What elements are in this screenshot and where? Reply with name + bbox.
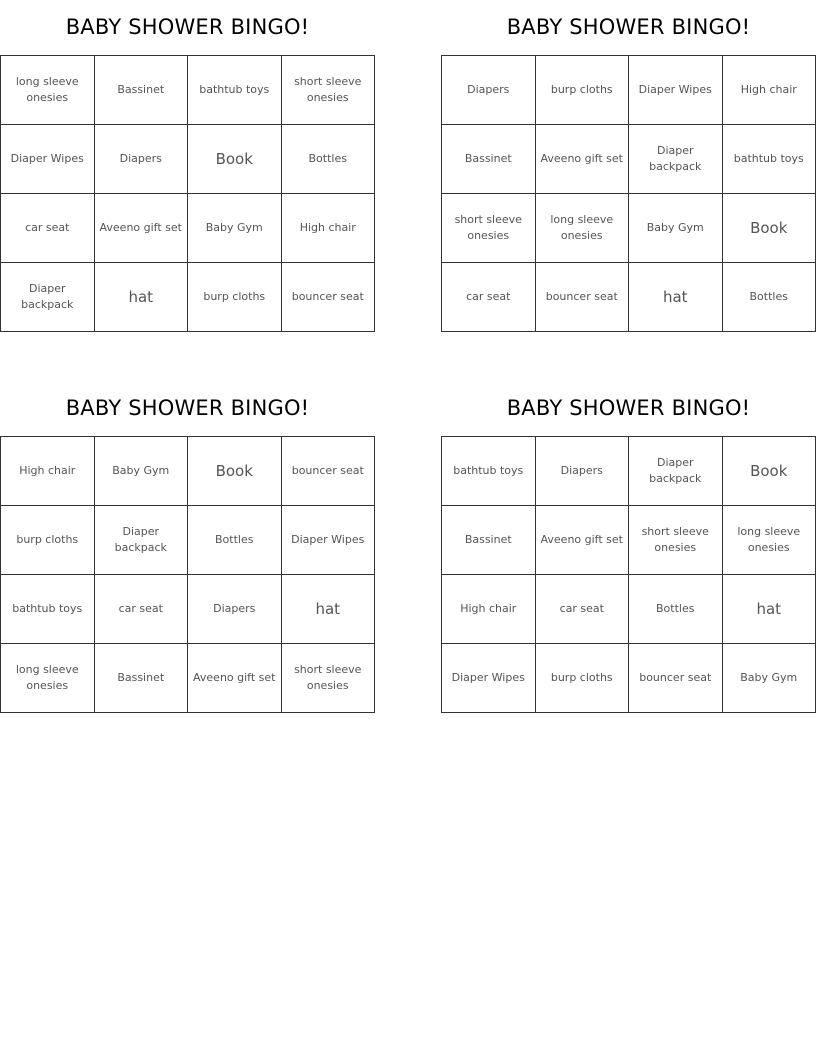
bingo-cell: car seat (94, 575, 188, 644)
grid-row (1, 437, 375, 506)
bingo-cell: Bassinet (94, 56, 188, 125)
bingo-cell: Bassinet (442, 125, 536, 194)
bingo-cell: Diaper backpack (629, 125, 723, 194)
grid-row (442, 506, 816, 575)
bingo-grid (441, 55, 816, 332)
bingo-cell: Diaper Wipes (442, 644, 536, 713)
bingo-cell: High chair (281, 194, 375, 263)
bingo-cell: Bottles (281, 125, 375, 194)
bingo-cell: High chair (442, 575, 536, 644)
bingo-cell: burp cloths (535, 644, 629, 713)
bingo-cell: Book (722, 437, 816, 506)
bingo-cell: bouncer seat (281, 263, 375, 332)
bingo-cell: short sleeve onesies (442, 194, 536, 263)
bingo-cell: Diapers (94, 125, 188, 194)
bingo-cell: Diaper backpack (94, 506, 188, 575)
bingo-cell: Baby Gym (722, 644, 816, 713)
grid-row (1, 194, 375, 263)
bingo-cell: Aveeno gift set (535, 506, 629, 575)
card-title: BABY SHOWER BINGO! (65, 15, 310, 39)
bingo-cell: long sleeve onesies (1, 644, 95, 713)
grid-row (442, 575, 816, 644)
bingo-cell: car seat (535, 575, 629, 644)
bingo-grid (441, 436, 816, 713)
bingo-cell: hat (94, 263, 188, 332)
bingo-grid (0, 55, 375, 332)
bingo-cell: Bottles (722, 263, 816, 332)
grid-row (1, 125, 375, 194)
grid-row (442, 125, 816, 194)
bingo-cell: bathtub toys (722, 125, 816, 194)
bingo-cell: short sleeve onesies (281, 644, 375, 713)
grid-row (442, 56, 816, 125)
bingo-cell: Aveeno gift set (94, 194, 188, 263)
bingo-card-2 (441, 0, 816, 332)
grid-row (1, 644, 375, 713)
card-title: BABY SHOWER BINGO! (506, 396, 751, 420)
bingo-cell: Diaper Wipes (629, 56, 723, 125)
bingo-cell: Book (188, 125, 282, 194)
bingo-cell: Diapers (535, 437, 629, 506)
bingo-cell: High chair (1, 437, 95, 506)
bingo-cell: Aveeno gift set (535, 125, 629, 194)
bingo-cell: Baby Gym (188, 194, 282, 263)
bingo-cell: Bassinet (442, 506, 536, 575)
bingo-card-4 (441, 381, 816, 713)
grid-row (442, 437, 816, 506)
grid-row (1, 56, 375, 125)
bingo-cell: bouncer seat (281, 437, 375, 506)
bingo-cell: long sleeve onesies (535, 194, 629, 263)
bingo-cell: bouncer seat (535, 263, 629, 332)
grid-row (1, 506, 375, 575)
grid-row (442, 194, 816, 263)
grid-row (1, 263, 375, 332)
bingo-cell: short sleeve onesies (629, 506, 723, 575)
bingo-cell: car seat (1, 194, 95, 263)
bingo-card-3 (0, 381, 375, 713)
bingo-cell: Book (722, 194, 816, 263)
bingo-cell: burp cloths (535, 56, 629, 125)
bingo-cell: bathtub toys (442, 437, 536, 506)
grid-row (442, 263, 816, 332)
bingo-cell: Diaper backpack (629, 437, 723, 506)
grid-row (1, 575, 375, 644)
bingo-card-1 (0, 0, 375, 332)
bingo-cell: bathtub toys (1, 575, 95, 644)
bingo-cell: hat (281, 575, 375, 644)
bingo-grid (0, 436, 375, 713)
bingo-cell: Baby Gym (94, 437, 188, 506)
bingo-cell: bathtub toys (188, 56, 282, 125)
card-title: BABY SHOWER BINGO! (65, 396, 310, 420)
bingo-cell: Diaper Wipes (1, 125, 95, 194)
bingo-cell: burp cloths (1, 506, 95, 575)
bingo-cell: car seat (442, 263, 536, 332)
card-title: BABY SHOWER BINGO! (506, 15, 751, 39)
bingo-cell: hat (629, 263, 723, 332)
bingo-cell: Diapers (188, 575, 282, 644)
bingo-cell: long sleeve onesies (1, 56, 95, 125)
bingo-cell: Book (188, 437, 282, 506)
bingo-cell: Baby Gym (629, 194, 723, 263)
bingo-cell: Diaper Wipes (281, 506, 375, 575)
bingo-cell: Bottles (629, 575, 723, 644)
bingo-cell: Bassinet (94, 644, 188, 713)
bingo-cell: High chair (722, 56, 816, 125)
bingo-cell: Bottles (188, 506, 282, 575)
grid-row (442, 644, 816, 713)
bingo-cell: short sleeve onesies (281, 56, 375, 125)
bingo-cell: burp cloths (188, 263, 282, 332)
bingo-cell: hat (722, 575, 816, 644)
bingo-cell: Aveeno gift set (188, 644, 282, 713)
bingo-cell: Diapers (442, 56, 536, 125)
bingo-cell: long sleeve onesies (722, 506, 816, 575)
bingo-cell: Diaper backpack (1, 263, 95, 332)
bingo-cell: bouncer seat (629, 644, 723, 713)
